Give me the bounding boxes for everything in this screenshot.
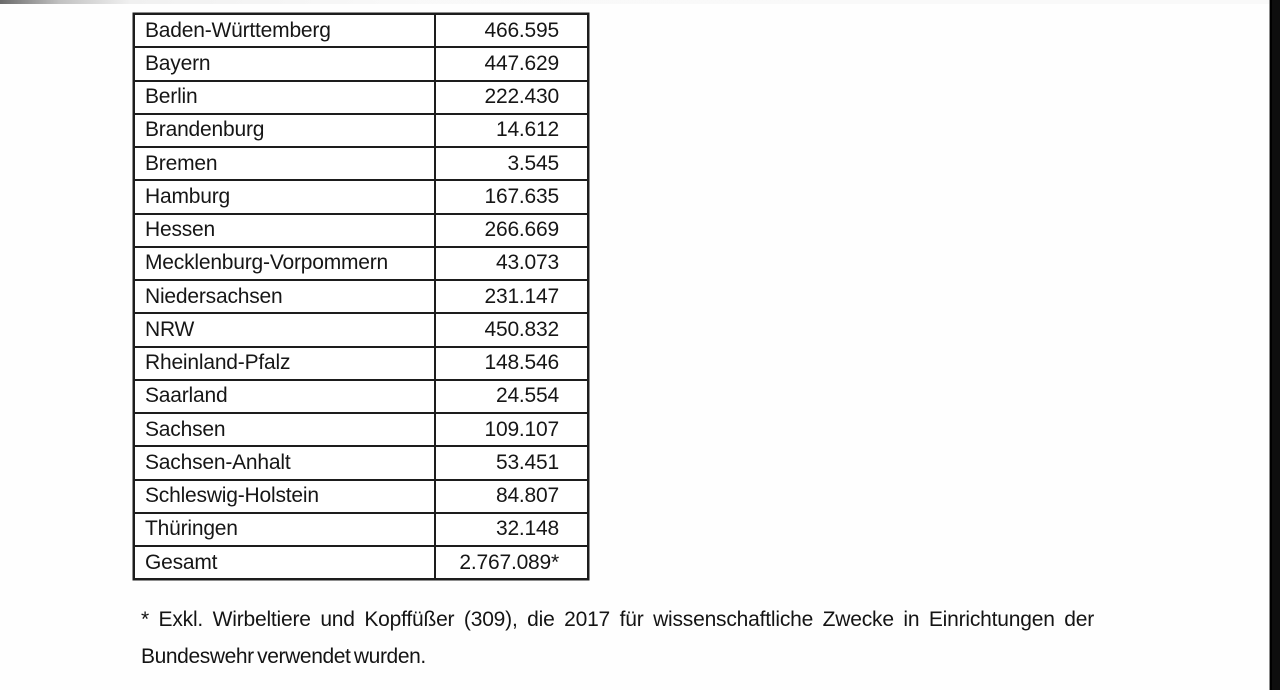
table-row bbox=[135, 348, 587, 381]
state-value-cell: 14.612 bbox=[495, 118, 559, 142]
state-name-cell: Schleswig-Holstein bbox=[135, 481, 436, 512]
footnote bbox=[141, 601, 1094, 675]
table-row bbox=[135, 181, 587, 214]
state-name-cell: Saarland bbox=[135, 381, 436, 412]
state-name-cell: Rheinland-Pfalz bbox=[135, 348, 436, 379]
table-row bbox=[135, 481, 587, 514]
table-row bbox=[135, 48, 587, 81]
state-name-cell: Niedersachsen bbox=[135, 281, 436, 312]
state-value-cell: 266.669 bbox=[484, 218, 559, 242]
table-row bbox=[135, 381, 587, 414]
state-value-cell: 450.832 bbox=[484, 317, 559, 341]
table-row bbox=[135, 215, 587, 248]
table-row bbox=[135, 115, 587, 148]
state-name-cell: Bremen bbox=[135, 148, 436, 179]
state-name-cell: Gesamt bbox=[135, 547, 436, 578]
states-table bbox=[133, 13, 589, 580]
state-name-cell: Baden-Württemberg bbox=[135, 15, 436, 46]
table-row bbox=[135, 82, 587, 115]
state-name-cell: Sachsen bbox=[135, 414, 436, 445]
state-name-cell: Hessen bbox=[135, 215, 436, 246]
state-value-cell: 2.767.089* bbox=[459, 550, 559, 574]
state-value-cell: 466.595 bbox=[484, 18, 559, 42]
table-row bbox=[135, 281, 587, 314]
state-name-cell: Mecklenburg-Vorpommern bbox=[135, 248, 436, 279]
state-name-cell: Thüringen bbox=[135, 514, 436, 545]
state-name-cell: Berlin bbox=[135, 82, 436, 113]
state-name-cell: Brandenburg bbox=[135, 115, 436, 146]
state-name-cell: Bayern bbox=[135, 48, 436, 79]
state-value-cell: 109.107 bbox=[484, 417, 559, 441]
table-row bbox=[135, 148, 587, 181]
state-value-cell: 24.554 bbox=[495, 384, 559, 408]
state-value-cell: 222.430 bbox=[484, 85, 559, 109]
table-row bbox=[135, 15, 587, 48]
state-value-cell: 231.147 bbox=[484, 284, 559, 308]
table-row bbox=[135, 547, 587, 578]
state-value-cell: 447.629 bbox=[484, 51, 559, 75]
table-row bbox=[135, 248, 587, 281]
state-value-cell: 43.073 bbox=[495, 251, 559, 275]
state-value-cell: 167.635 bbox=[484, 184, 559, 208]
table-row bbox=[135, 447, 587, 480]
state-value-cell: 3.545 bbox=[507, 151, 559, 175]
scan-edge-bar bbox=[1269, 0, 1280, 690]
state-value-cell: 148.546 bbox=[484, 351, 559, 375]
state-value-cell: 53.451 bbox=[495, 450, 559, 474]
state-name-cell: Hamburg bbox=[135, 181, 436, 212]
footnote-line-1: * Exkl. Wirbeltiere und Kopffüßer (309), die 2017 für wissenschaftliche Zwecke in Einrichtungen der bbox=[141, 608, 1094, 631]
state-value-cell: 32.148 bbox=[495, 517, 559, 541]
footnote-line-2: Bundeswehr verwendet wurden. bbox=[141, 645, 426, 668]
state-name-cell: NRW bbox=[135, 314, 436, 345]
table-row bbox=[135, 414, 587, 447]
state-name-cell: Sachsen-Anhalt bbox=[135, 447, 436, 478]
table-row bbox=[135, 514, 587, 547]
scan-artifact-top bbox=[0, 0, 1280, 4]
table-row bbox=[135, 314, 587, 347]
state-value-cell: 84.807 bbox=[495, 484, 559, 508]
